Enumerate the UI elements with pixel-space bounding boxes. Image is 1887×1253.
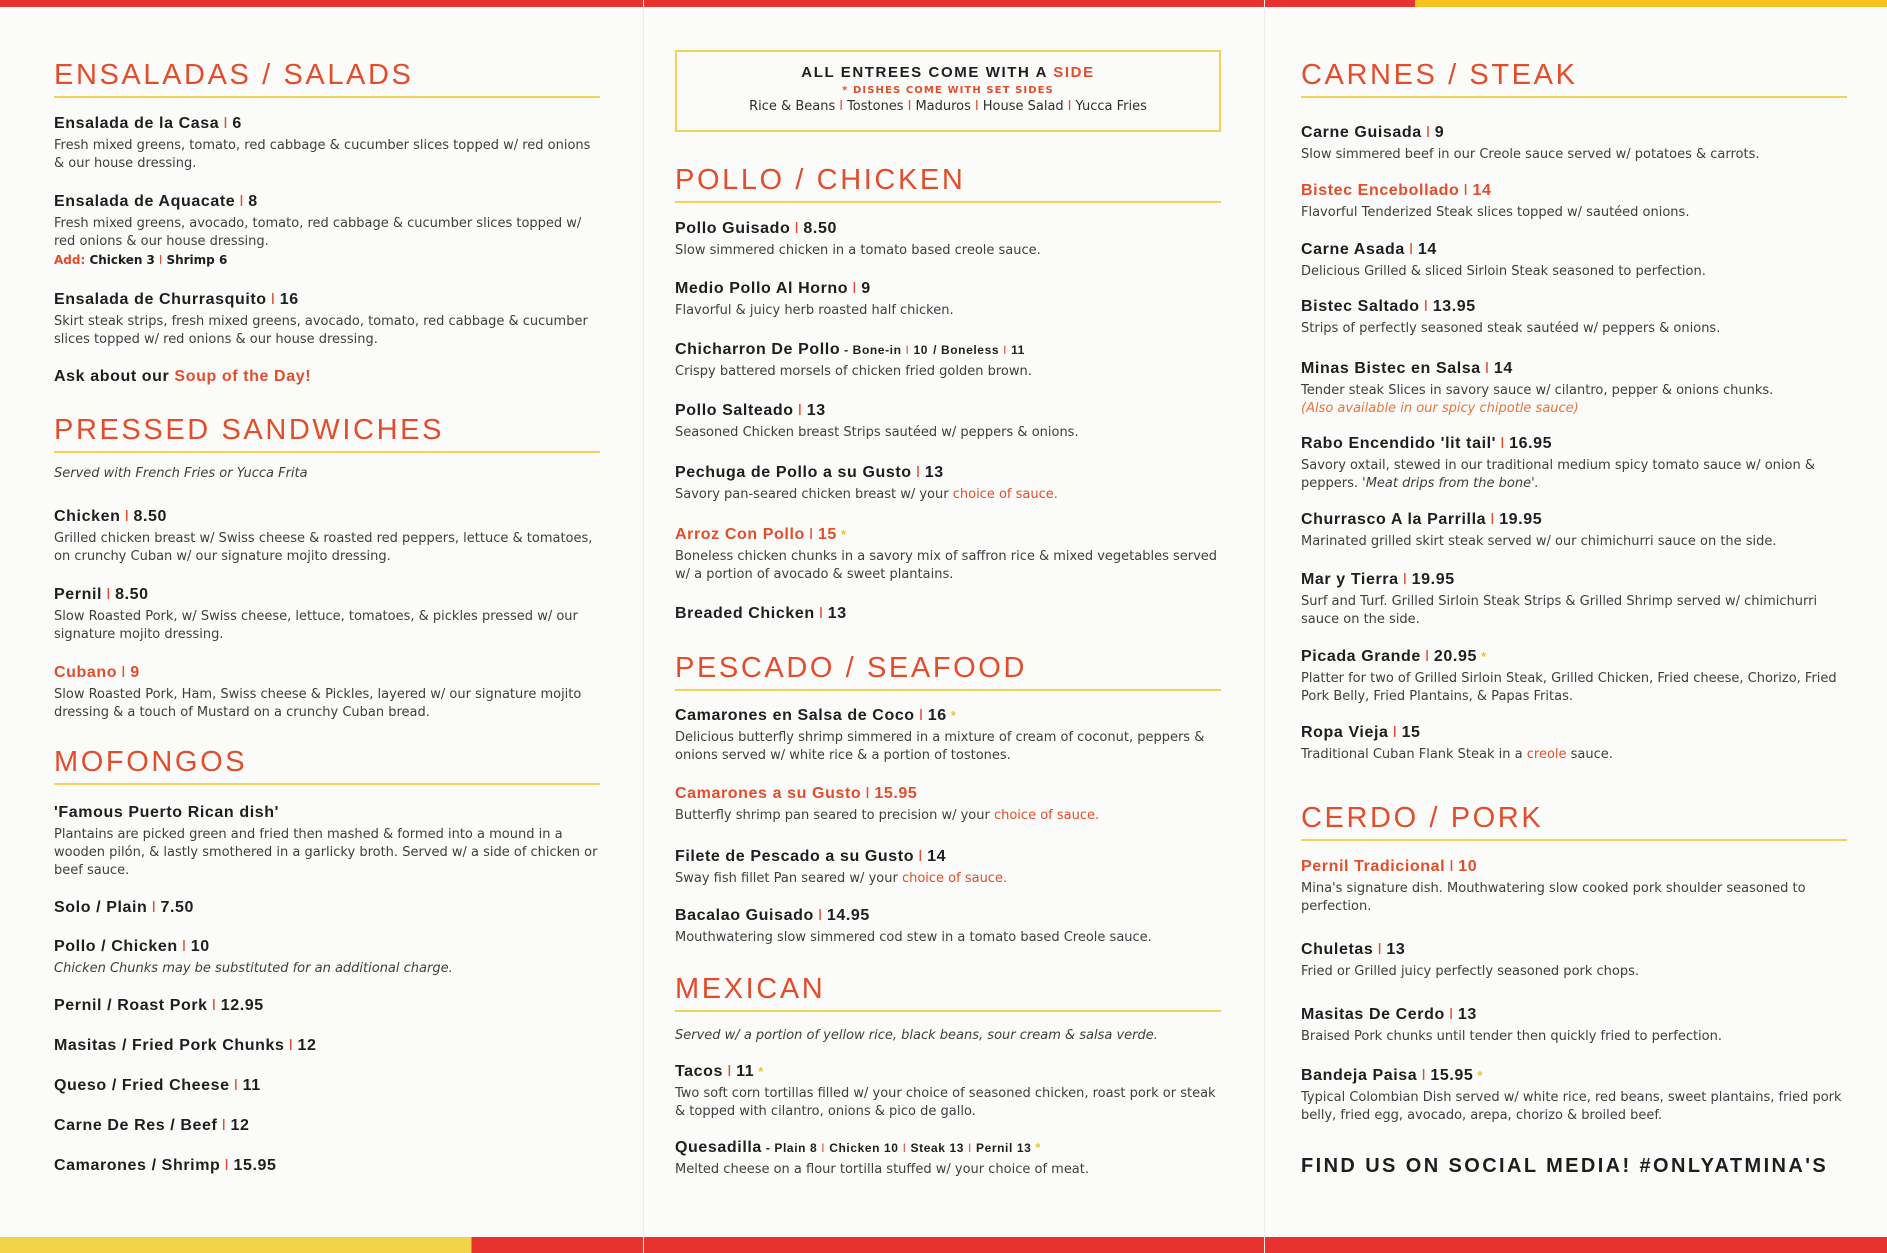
item-price: 11 [242,1077,261,1094]
menu-item: Pernil / Roast Pork I 12.95 [54,997,264,1014]
item-price: 9 [130,664,140,681]
item-name: Chuletas [1301,941,1374,958]
item-price: 10 [190,938,210,955]
item-price: 14 [1417,241,1437,258]
item-description: Fried or Grilled juicy perfectly seasoned pork chops. [1301,964,1640,979]
item-price: 8.50 [803,220,837,237]
menu-item: Picada Grande I 20.95 * Platter for two of Grilled Sirloin Steak, Grilled Chicken, Fried cheese, Chorizo, Fried Pork Belly, Fried Plantains, & Papas Fritas. [1301,647,1847,706]
menu-item: Pollo / Chicken I 10 Chicken Chunks may be substituted for an additional charge. [54,937,600,978]
item-description: Slow simmered beef in our Creole sauce served w/ potatoes & carrots. [1301,147,1760,162]
menu-item: Mar y Tierra I 19.95 Surf and Turf. Grilled Sirloin Steak Strips & Grilled Shrimp served w/ chimichurri sauce on the side. [1301,570,1847,629]
section-title-steak: CARNES / STEAK [1301,58,1847,98]
section-title-mexican: MEXICAN [675,972,1221,1012]
item-price: 13 [827,605,847,622]
menu-item: Minas Bistec en Salsa I 14 Tender steak Slices in savory sauce w/ cilantro, pepper & onions chunks. (Also available in our spicy chipotle sauce) [1301,359,1847,418]
item-price: 15.95 [874,785,918,802]
item-price: 9 [861,280,871,297]
item-name: Pollo Salteado [675,402,794,419]
item-price: 15 [817,526,837,543]
item-price: 19.95 [1499,511,1543,528]
top-color-bar [0,0,1887,7]
menu-item: Pernil Tradicional I 10 Mina's signature dish. Mouthwatering slow cooked pork shoulder seasoned to perfection. [1301,857,1847,916]
item-description: Delicious butterfly shrimp simmered in a mixture of cream of coconut, peppers & onions served w/ white rice & a portion of tostones. [675,730,1205,763]
menu-item: Chicharron De Pollo - Bone-in I 10 / Boneless I 11 Crispy battered morsels of chicken fried golden brown. [675,340,1221,381]
item-price: 8.50 [115,586,149,603]
menu-item: Rabo Encendido 'lit tail' I 16.95 Savory oxtail, stewed in our traditional medium spicy tomato sauce w/ onion & peppers. 'Meat drips from the bone'. [1301,434,1847,493]
item-name: Masitas / Fried Pork Chunks [54,1037,285,1054]
item-price: 13 [1386,941,1406,958]
item-name: Pernil [54,586,103,603]
item-name: Churrasco A la Parrilla [1301,511,1487,528]
menu-item: Quesadilla - Plain 8 I Chicken 10 I Steak 13 I Pernil 13 * Melted cheese on a flour tortilla stuffed w/ your choice of meat. [675,1138,1221,1179]
item-name: Camarones en Salsa de Coco [675,707,915,724]
item-name: Bistec Encebollado [1301,182,1460,199]
item-name: Queso / Fried Cheese [54,1077,230,1094]
item-description: Marinated grilled skirt steak served w/ our chimichurri sauce on the side. [1301,534,1777,549]
item-description: Tender steak Slices in savory sauce w/ cilantro, pepper & onions chunks. [1301,383,1774,398]
item-name: Mar y Tierra [1301,571,1399,588]
item-name: Rabo Encendido 'lit tail' [1301,435,1497,452]
item-price: 15.95 [233,1157,277,1174]
menu-item: Pollo Guisado I 8.50 Slow simmered chicken in a tomato based creole sauce. [675,219,1221,260]
item-note: Chicken Chunks may be substituted for an additional charge. [54,961,453,976]
menu-item: Filete de Pescado a su Gusto I 14 Sway fish fillet Pan seared w/ your choice of sauce. [675,847,1221,888]
item-name: Bistec Saltado [1301,298,1420,315]
section-title-mofongos: MOFONGOS [54,745,600,785]
item-name: Carne De Res / Beef [54,1117,218,1134]
fold-line [1264,0,1265,1253]
sides-heading: ALL ENTREES COME WITH A SIDE [801,64,1095,81]
sandwiches-served-note: Served with French Fries or Yucca Frita [54,466,308,481]
item-name: Pollo Guisado [675,220,791,237]
item-name: Bandeja Paisa [1301,1067,1418,1084]
section-title-sandwiches: PRESSED SANDWICHES [54,413,600,453]
item-description: Traditional Cuban Flank Steak in a creole sauce. [1301,747,1613,762]
item-description: Savory oxtail, stewed in our traditional medium spicy tomato sauce w/ onion & peppers. 'Meat drips from the bone'. [1301,458,1815,491]
item-price: 7.50 [160,899,195,916]
add-on-options: Add: Chicken 3 I Shrimp 6 [54,253,228,267]
item-description: Grilled chicken breast w/ Swiss cheese & roasted red peppers, lettuce & tomatoes, on crunchy Cuban w/ our signature mojito dressing. [54,531,593,564]
item-name: Carne Asada [1301,241,1405,258]
menu-item: Carne Asada I 14 Delicious Grilled & sliced Sirloin Steak seasoned to perfection. [1301,240,1847,281]
menu-item: Ensalada de Churrasquito I 16 Skirt steak strips, fresh mixed greens, avocado, tomato, red cabbage & cucumber slices topped w/ red onions & our house dressing. [54,290,600,349]
menu-item: Camarones en Salsa de Coco I 16 * Delicious butterfly shrimp simmered in a mixture of cream of coconut, peppers & onions served w/ white rice & a portion of tostones. [675,706,1221,765]
item-price: 19.95 [1411,571,1455,588]
item-name: Chicharron De Pollo [675,341,841,358]
section-title-seafood: PESCADO / SEAFOOD [675,651,1221,691]
item-name: Arroz Con Pollo [675,526,805,543]
item-name: Cubano [54,664,118,681]
menu-item: Bistec Encebollado I 14 Flavorful Tenderized Steak slices topped w/ sautéed onions. [1301,181,1847,222]
item-name: Minas Bistec en Salsa [1301,360,1481,377]
item-description: Mina's signature dish. Mouthwatering slow cooked pork shoulder seasoned to perfection. [1301,881,1806,914]
item-name: Masitas De Cerdo [1301,1006,1445,1023]
item-description: Flavorful Tenderized Steak slices topped w/ sautéed onions. [1301,205,1690,220]
item-price: 12 [230,1117,250,1134]
menu-item: Carne De Res / Beef I 12 [54,1117,250,1134]
mexican-served-note: Served w/ a portion of yellow rice, black beans, sour cream & salsa verde. [675,1028,1158,1043]
menu-item: Medio Pollo Al Horno I 9 Flavorful & juicy herb roasted half chicken. [675,279,1221,320]
item-price: 8 [248,193,258,210]
item-price: 16.95 [1509,435,1553,452]
bottom-color-bar [0,1237,1887,1253]
menu-item: Pernil I 8.50 Slow Roasted Pork, w/ Swiss cheese, lettuce, tomatoes, & pickles pressed w/ our signature mojito dressing. [54,585,600,644]
social-media-tagline: FIND US ON SOCIAL MEDIA! #ONLYATMINA'S [1301,1155,1829,1177]
item-name: Bacalao Guisado [675,907,814,924]
menu-item: Chicken I 8.50 Grilled chicken breast w/ Swiss cheese & roasted red peppers, lettuce & tomatoes, on crunchy Cuban w/ our signature mojito dressing. [54,507,600,566]
soup-of-the-day: Ask about our Soup of the Day! [54,368,312,385]
item-name: Solo / Plain [54,899,148,916]
menu-item: Camarones / Shrimp I 15.95 [54,1157,277,1174]
item-name: Breaded Chicken [675,605,815,622]
menu-item: Cubano I 9 Slow Roasted Pork, Ham, Swiss cheese & Pickles, layered w/ our signature mojito dressing & a touch of Mustard on a crunchy Cuban bread. [54,663,600,722]
item-description: Fresh mixed greens, tomato, red cabbage & cucumber slices topped w/ red onions & our house dressing. [54,138,591,171]
item-description: Two soft corn tortillas filled w/ your choice of seasoned chicken, roast pork or steak & topped with cilantro, onions & pico de gallo. [675,1086,1216,1119]
menu-item: Masitas / Fried Pork Chunks I 12 [54,1037,317,1054]
menu-item: Breaded Chicken I 13 [675,605,847,622]
item-price: 15.95 [1430,1067,1474,1084]
item-price: 9 [1434,124,1445,141]
item-description: Mouthwatering slow simmered cod stew in a tomato based Creole sauce. [675,930,1152,945]
item-price: 13 [1457,1006,1477,1023]
menu-item: Ensalada de Aquacate I 8 Fresh mixed greens, avocado, tomato, red cabbage & cucumber slices topped w/ red onions & our house dressing. Add: Chicken 3 I Shrimp 6 [54,192,600,269]
item-name: Ropa Vieja [1301,724,1389,741]
item-name: Quesadilla [675,1139,762,1156]
menu-item: Masitas De Cerdo I 13 Braised Pork chunks until tender then quickly fried to perfection. [1301,1005,1847,1046]
item-description: Melted cheese on a flour tortilla stuffed w/ your choice of meat. [675,1162,1090,1177]
item-name: Tacos [675,1063,724,1080]
item-description: Delicious Grilled & sliced Sirloin Steak seasoned to perfection. [1301,264,1706,279]
menu-item: Arroz Con Pollo I 15 * Boneless chicken chunks in a savory mix of saffron rice & mixed vegetables served w/ a portion of avocado & sweet plantains. [675,525,1221,584]
item-note: (Also available in our spicy chipotle sauce) [1301,401,1579,416]
item-price: 8.50 [133,508,168,525]
menu-item: Queso / Fried Cheese I 11 [54,1077,261,1094]
item-price: 14.95 [826,907,870,924]
menu-item: Solo / Plain I 7.50 [54,899,195,916]
item-price: 6 [232,115,242,132]
item-name: Carne Guisada [1301,124,1422,141]
item-name: Camarones / Shrimp [54,1157,221,1174]
item-price: 12 [297,1037,317,1054]
fold-line [643,0,644,1253]
menu-item: Tacos I 11 * Two soft corn tortillas filled w/ your choice of seasoned chicken, roast pork or steak & topped with cilantro, onions & pico de gallo. [675,1062,1221,1121]
item-price: 14 [1493,360,1513,377]
item-description: Strips of perfectly seasoned steak sautéed w/ peppers & onions. [1301,321,1721,336]
item-name: Ensalada de Churrasquito [54,291,267,308]
item-name: Picada Grande [1301,648,1421,665]
item-price: 13.95 [1432,298,1476,315]
item-description: Typical Colombian Dish served w/ white rice, red beans, sweet plantains, fried pork belly, fried egg, avocado, arepa, chorizo & broiled beef. [1301,1090,1842,1123]
item-price: 15 [1401,724,1421,741]
sides-options: Rice & Beans I Tostones I Maduros I House Salad I Yucca Fries [749,99,1147,114]
item-description: Fresh mixed greens, avocado, tomato, red cabbage & cucumber slices topped w/ red onions & our house dressing. [54,216,582,249]
menu-item: Pechuga de Pollo a su Gusto I 13 Savory pan-seared chicken breast w/ your choice of sauce. [675,463,1221,504]
item-description: Platter for two of Grilled Sirloin Steak, Grilled Chicken, Fried cheese, Chorizo, Fried Pork Belly, Fried Plantains, & Papas Fritas. [1301,671,1837,704]
menu-item: Ensalada de la Casa I 6 Fresh mixed greens, tomato, red cabbage & cucumber slices topped w/ red onions & our house dressing. [54,114,600,173]
item-description: Crispy battered morsels of chicken fried golden brown. [675,364,1032,379]
item-description: Butterfly shrimp pan seared to precision w/ your choice of sauce. [675,808,1100,823]
menu-item: Camarones a su Gusto I 15.95 Butterfly shrimp pan seared to precision w/ your choice of sauce. [675,784,1221,825]
section-title-chicken: POLLO / CHICKEN [675,163,1221,203]
item-price: 16 [927,707,947,724]
item-description: Skirt steak strips, fresh mixed greens, avocado, tomato, red cabbage & cucumber slices topped w/ red onions & our house dressing. [54,314,588,347]
menu-item: Bistec Saltado I 13.95 Strips of perfectly seasoned steak sautéed w/ peppers & onions. [1301,297,1847,338]
item-price: 11 [736,1063,755,1080]
item-description: Savory pan-seared chicken breast w/ your choice of sauce. [675,487,1058,502]
item-price: 12.95 [220,997,264,1014]
item-description: Boneless chicken chunks in a savory mix of saffron rice & mixed vegetables served w/ a portion of avocado & sweet plantains. [675,549,1218,582]
item-description: Flavorful & juicy herb roasted half chicken. [675,303,954,318]
item-price: 14 [1472,182,1492,199]
item-name: Ensalada de Aquacate [54,193,236,210]
item-name: Filete de Pescado a su Gusto [675,848,915,865]
section-title-salads: ENSALADAS / SALADS [54,58,600,98]
item-name: Pernil / Roast Pork [54,997,208,1014]
menu-item: Carne Guisada I 9 Slow simmered beef in our Creole sauce served w/ potatoes & carrots. [1301,123,1847,164]
item-description: Slow Roasted Pork, Ham, Swiss cheese & Pickles, layered w/ our signature mojito dressing & a touch of Mustard on a crunchy Cuban bread. [54,687,582,720]
menu-item: Bandeja Paisa I 15.95 * Typical Colombian Dish served w/ white rice, red beans, sweet plantains, fried pork belly, fried egg, avocado, arepa, chorizo & broiled beef. [1301,1066,1847,1125]
section-title-pork: CERDO / PORK [1301,801,1847,841]
item-name: Ensalada de la Casa [54,115,220,132]
item-description: Sway fish fillet Pan seared w/ your choice of sauce. [675,871,1008,886]
item-name: Camarones a su Gusto [675,785,862,802]
item-price: 16 [279,291,299,308]
item-name: Chicken [54,508,121,525]
menu-item: Churrasco A la Parrilla I 19.95 Marinated grilled skirt steak served w/ our chimichurri sauce on the side. [1301,510,1847,551]
item-name: Pollo / Chicken [54,938,178,955]
menu-item: Chuletas I 13 Fried or Grilled juicy perfectly seasoned pork chops. [1301,940,1847,981]
menu-item: Bacalao Guisado I 14.95 Mouthwatering slow simmered cod stew in a tomato based Creole sauce. [675,906,1221,947]
item-name: Medio Pollo Al Horno [675,280,849,297]
item-price: 14 [927,848,947,865]
item-price: 13 [924,464,944,481]
mofongo-intro: 'Famous Puerto Rican dish' Plantains are picked green and fried then mashed & formed into a mound in a wooden pilón, & lastly smothered in a garlicky broth. Served w/ a side of chicken or beef sauce. [54,803,600,880]
item-price: 13 [806,402,826,419]
item-name: Pechuga de Pollo a su Gusto [675,464,912,481]
item-description: Slow simmered chicken in a tomato based creole sauce. [675,243,1041,258]
item-description: Plantains are picked green and fried then mashed & formed into a mound in a wooden pilón, & lastly smothered in a garlicky broth. Served w/ a side of chicken or beef sauce. [54,827,598,878]
item-name: Pernil Tradicional [1301,858,1446,875]
menu-item: Pollo Salteado I 13 Seasoned Chicken breast Strips sautéed w/ peppers & onions. [675,401,1221,442]
item-price: 10 [1458,858,1478,875]
sides-info-box [675,50,1221,132]
menu-item: Ropa Vieja I 15 Traditional Cuban Flank Steak in a creole sauce. [1301,723,1847,764]
item-description: Braised Pork chunks until tender then quickly fried to perfection. [1301,1029,1722,1044]
item-description: Seasoned Chicken breast Strips sautéed w/ peppers & onions. [675,425,1079,440]
item-description: Slow Roasted Pork, w/ Swiss cheese, lettuce, tomatoes, & pickles pressed w/ our signature mojito dressing. [54,609,578,642]
item-price: 20.95 [1433,648,1477,665]
item-description: Surf and Turf. Grilled Sirloin Steak Strips & Grilled Shrimp served w/ chimichurri sauce on the side. [1301,594,1818,627]
sides-note: * DISHES COME WITH SET SIDES [842,85,1054,96]
